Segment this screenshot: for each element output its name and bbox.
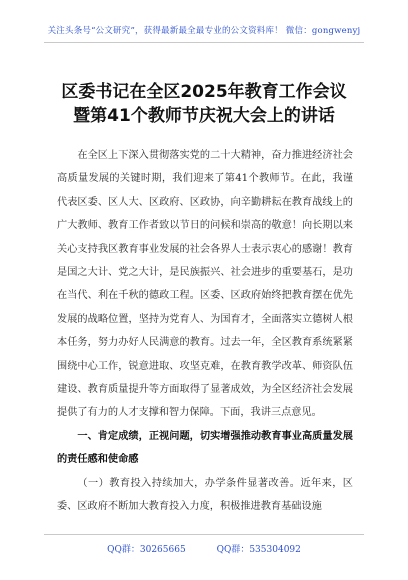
document-title-line2: 暨第41个教师节庆祝大会上的讲话 [73,106,335,126]
section-heading: 一、肯定成绩，正视问题，切实增强推动教育事业高质量发展的责任感和使命感 [57,430,353,466]
header-divider [44,42,364,43]
footer-divider [44,534,364,535]
header-promo-note: 关注头条号“公文研究”，获得最新最全最专业的公文资料库！ 微信：gongwenyj [47,26,361,36]
document-body [57,144,353,519]
document-title-line1: 区委书记在全区2025年教育工作会议 [61,82,347,102]
footer-qq-group-2: QQ群：535304092 [216,545,301,555]
body-paragraph: 在全区上下深入贯彻落实党的二十大精神，奋力推进经济社会高质量发展的关键时期，我们迎来了第41个教师节。在此，我谨代表区委、区人大、区政府、区政协，向辛勤耕耘在教育战线上的广大教师、教育工作者致以节日的问候和崇高的敬意！向长期以来关心支持我区教育事业发展的社会各界人士表示衷心的感谢！教育是国之大计、党之大计，是民族振兴、社会进步的重要基石，是功在当代、利在千秋的德政工程。区委、区政府始终把教育摆在优先发展的战略位置，坚持为党育人、为国育才，全面落实立德树人根本任务，努力办好人民满意的教育。过去一年，全区教育系统紧紧围绕中心工作，锐意进取、攻坚克难，在教育教学改革、师资队伍建设、教育质量提升等方面取得了显著成效，为全区经济社会发展提供了有力的人才支撑和智力保障。下面，我讲三点意见。 [57,150,353,419]
footer [0,542,408,555]
body-paragraph: （一）教育投入持续加大，办学条件显著改善。近年来，区委、区政府不断加大教育投入力度，积极推进教育基础设施 [57,477,353,513]
footer-qq-group-1: QQ群：30265665 [107,545,186,555]
